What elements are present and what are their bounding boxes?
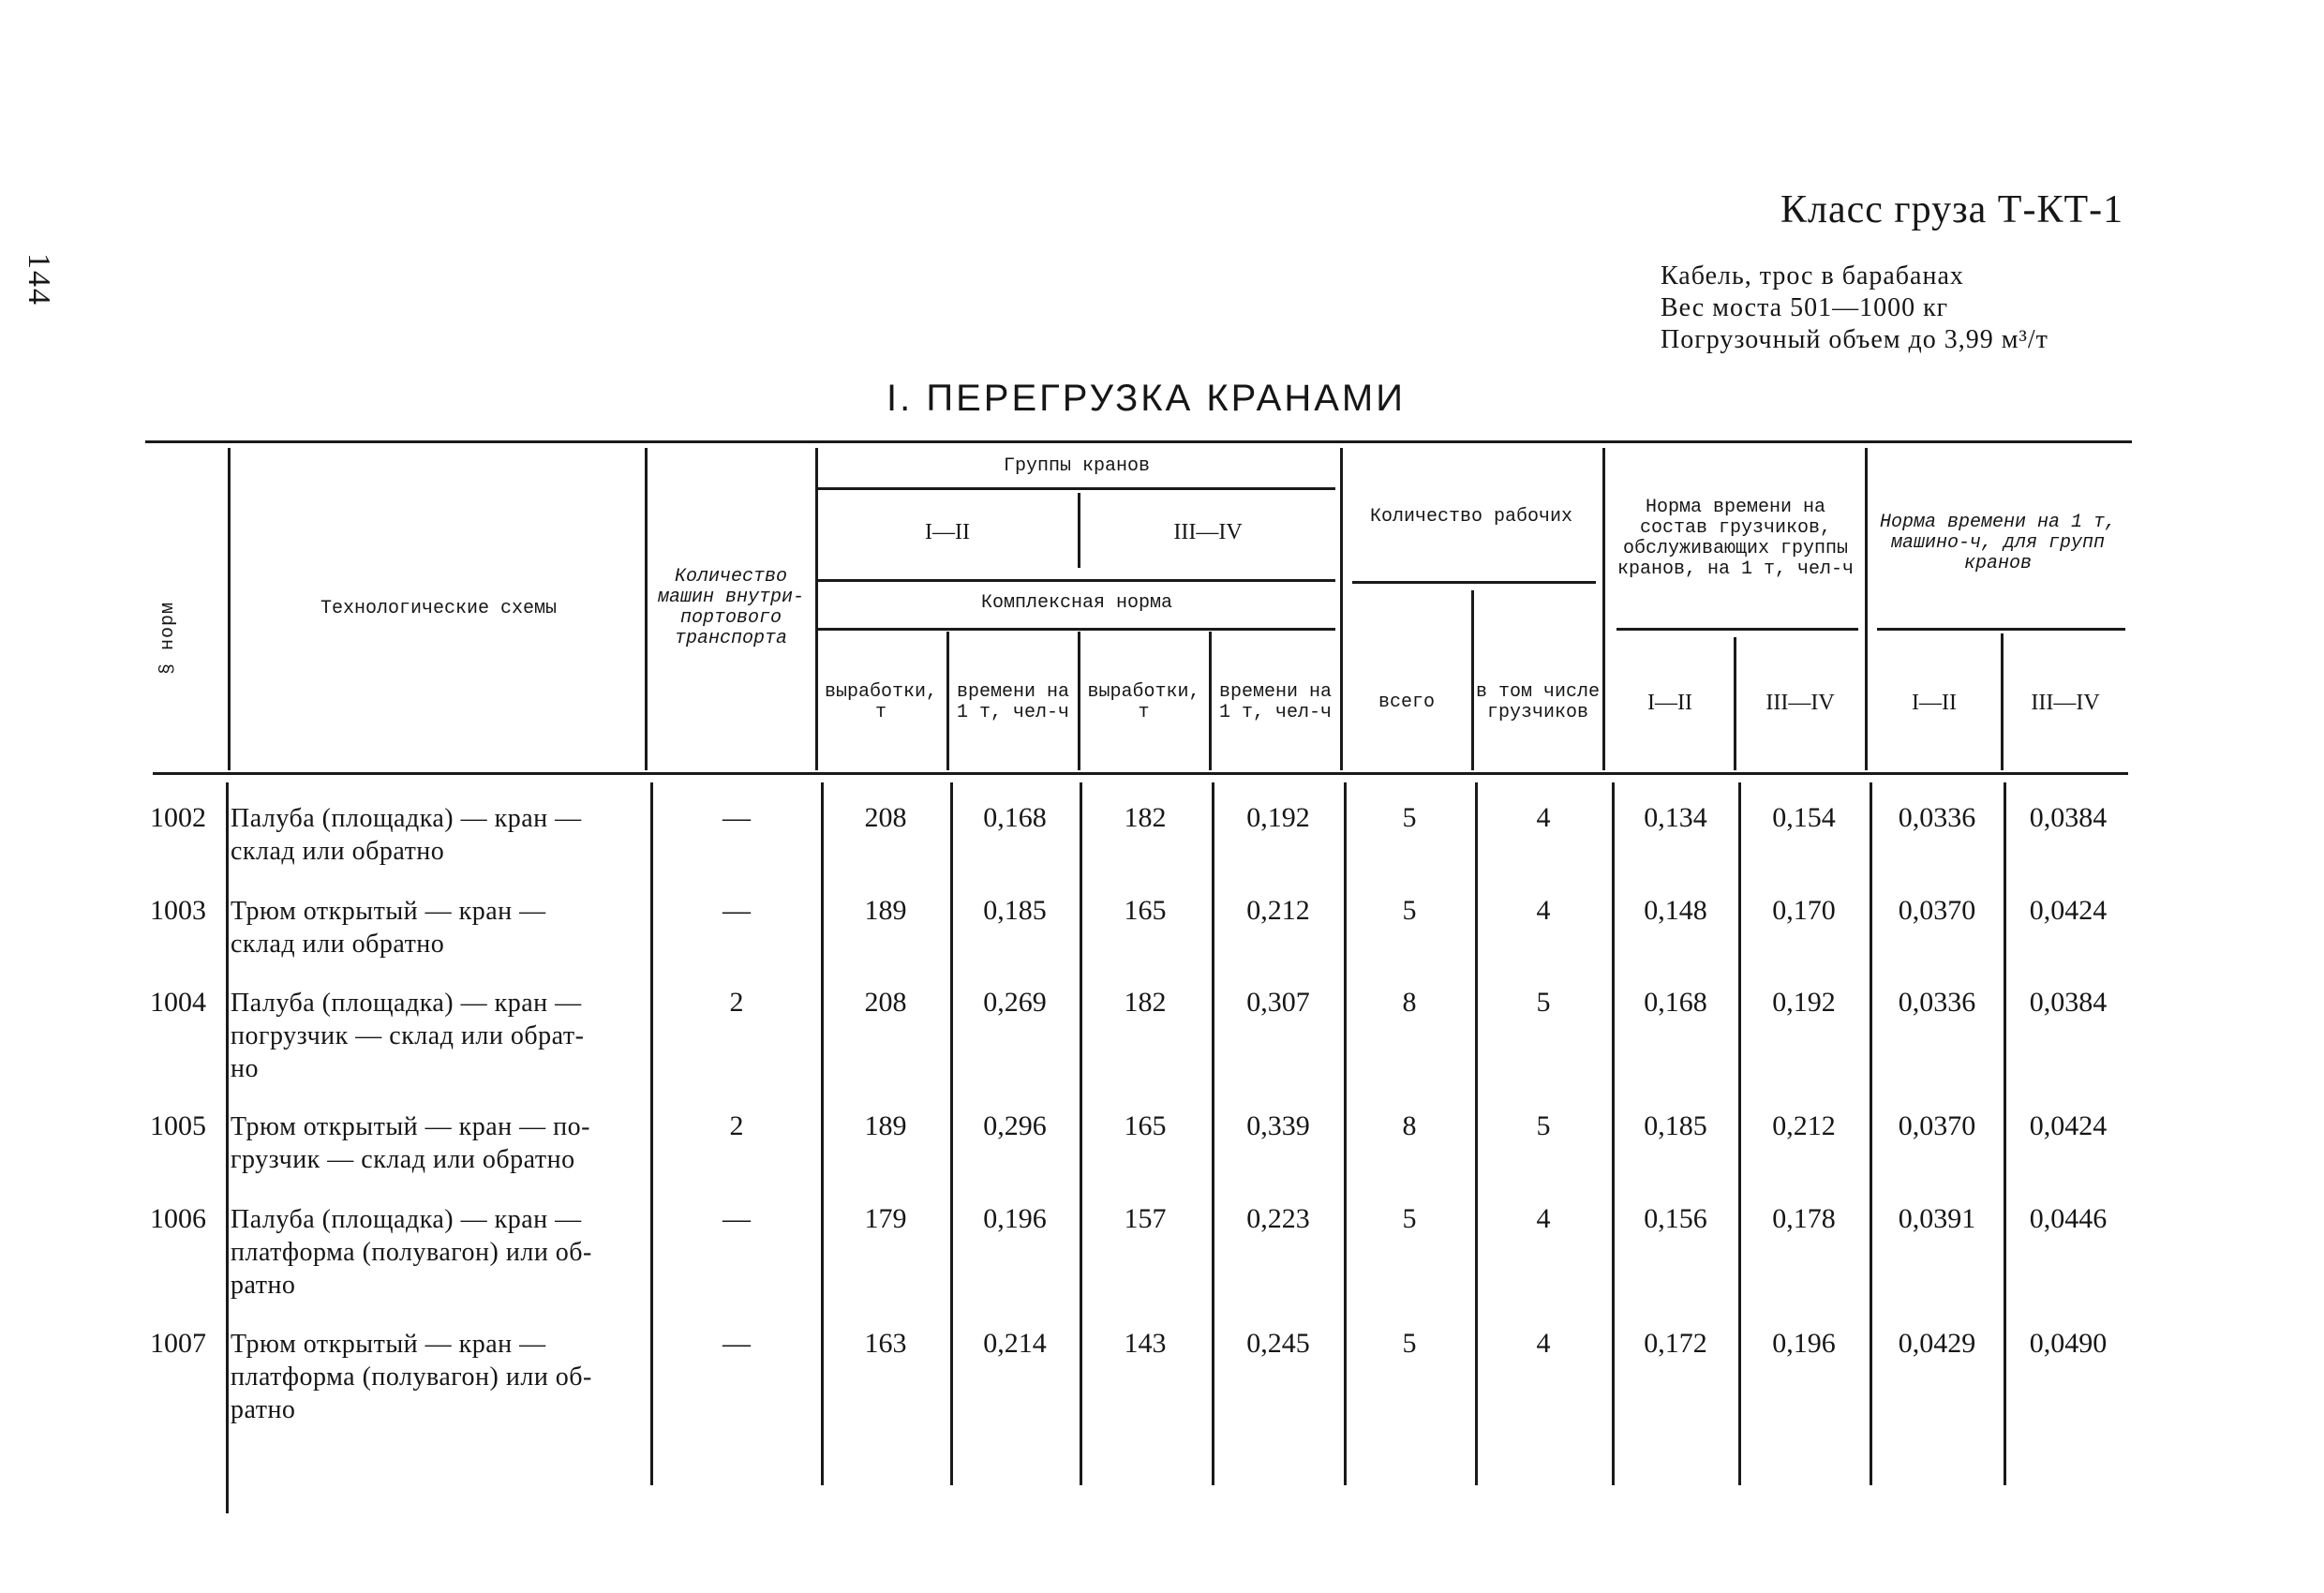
time-iii-iv-cell: 0,192 [1246,802,1310,833]
tech-scheme-line: ратно [231,1271,296,1300]
header-norm-number: § норм [157,601,179,675]
table-column-rule [1734,637,1736,770]
header-complex-norm: Комплексная норма [980,592,1173,614]
header-tech-schemes: Технологические схемы [320,598,558,619]
tech-scheme-line: Палуба (площадка) — кран — [231,989,582,1018]
header-machine-i-ii: I—II [1912,691,1957,715]
machines-cell: — [723,1328,751,1359]
table-rule [1877,628,2125,631]
header-workers-total: всего [1378,692,1435,713]
table-column-rule [1738,782,1741,1485]
machine-time-iii-iv-cell: 0,0490 [2029,1328,2108,1359]
machine-time-iii-iv-cell: 0,0384 [2029,987,2108,1018]
loaders-time-i-ii-cell: 0,185 [1644,1110,1707,1141]
header-machine-iii-iv: III—IV [2031,691,2100,715]
machine-time-iii-iv-cell: 0,0424 [2029,895,2108,926]
cargo-details [1661,261,2048,356]
tech-scheme-line: Палуба (площадка) — кран — [231,1205,582,1234]
cargo-detail-line: Погрузочный объем до 3,99 м³/т [1661,325,2048,354]
table-column-rule [946,632,949,770]
output-i-ii-cell: 208 [864,987,907,1018]
table-top-rule [145,440,2132,443]
tech-scheme-line: ратно [231,1395,296,1424]
header-norm-time-loaders: Норма времени на состав грузчиков, обслуживающих группы кранов, на 1 т, чел-ч [1616,497,1855,580]
time-i-ii-cell: 0,269 [983,987,1047,1018]
table-column-rule [1340,448,1343,770]
norm-number-cell: 1004 [150,987,206,1018]
machine-time-iii-iv-cell: 0,0446 [2029,1203,2108,1234]
output-iii-iv-cell: 165 [1124,895,1167,926]
tech-scheme-line: склад или обратно [231,837,445,866]
tech-scheme-line: Трюм открытый — кран — по- [231,1112,590,1141]
table-column-rule [1080,782,1082,1485]
loaders-count-cell: 5 [1536,1110,1551,1141]
tech-scheme-line: Палуба (площадка) — кран — [231,804,582,833]
time-iii-iv-cell: 0,339 [1246,1110,1310,1141]
workers-total-cell: 8 [1402,987,1417,1018]
table-column-rule [1475,782,1478,1485]
loaders-count-cell: 4 [1536,1328,1551,1359]
tech-scheme-line: платформа (полувагон) или об- [231,1238,592,1267]
output-iii-iv-cell: 165 [1124,1110,1167,1141]
loaders-time-iii-iv-cell: 0,196 [1772,1328,1836,1359]
workers-total-cell: 5 [1402,895,1417,926]
header-loaders-iii-iv: III—IV [1765,691,1835,715]
machines-cell: 2 [729,987,744,1018]
output-i-ii-cell: 208 [864,802,907,833]
machine-time-i-ii-cell: 0,0336 [1898,802,1976,833]
loaders-time-iii-iv-cell: 0,178 [1772,1203,1836,1234]
machine-time-i-ii-cell: 0,0370 [1898,895,1976,926]
output-iii-iv-cell: 157 [1124,1203,1167,1234]
loaders-time-iii-iv-cell: 0,154 [1772,802,1836,833]
time-i-ii-cell: 0,214 [983,1328,1047,1359]
tech-scheme-line: платформа (полувагон) или об- [231,1362,592,1392]
table-rule [818,628,1335,631]
table-column-rule [650,782,653,1485]
tech-scheme-cell [231,802,648,868]
table-column-rule [1602,448,1605,770]
loaders-time-iii-iv-cell: 0,170 [1772,895,1836,926]
tech-scheme-cell [231,987,648,1085]
machines-cell: — [723,1203,751,1234]
table-column-rule [821,782,824,1485]
table-column-rule [2004,782,2006,1485]
machine-time-i-ii-cell: 0,0370 [1898,1110,1976,1141]
time-i-ii-cell: 0,296 [983,1110,1047,1141]
table-rule [1616,628,1858,631]
tech-scheme-cell [231,1328,648,1426]
workers-total-cell: 8 [1402,1110,1417,1141]
table-column-rule [1209,632,1212,770]
output-iii-iv-cell: 182 [1124,987,1167,1018]
time-iii-iv-cell: 0,245 [1246,1328,1310,1359]
machines-cell: 2 [729,1110,744,1141]
tech-scheme-line: Трюм открытый — кран — [231,897,546,926]
table-column-rule [1612,782,1615,1485]
loaders-count-cell: 4 [1536,895,1551,926]
loaders-time-iii-iv-cell: 0,192 [1772,987,1836,1018]
table-column-rule [2001,633,2004,770]
cargo-detail-line: Кабель, трос в барабанах [1661,261,1964,290]
loaders-time-iii-iv-cell: 0,212 [1772,1110,1836,1141]
table-column-rule [1471,590,1474,770]
loaders-time-i-ii-cell: 0,156 [1644,1203,1707,1234]
output-i-ii-cell: 189 [864,1110,907,1141]
table-column-rule [226,782,229,1513]
header-including-loaders: в том числе грузчиков [1475,681,1601,723]
loaders-count-cell: 5 [1536,987,1551,1018]
loaders-count-cell: 4 [1536,1203,1551,1234]
workers-total-cell: 5 [1402,802,1417,833]
machine-time-i-ii-cell: 0,0429 [1898,1328,1976,1359]
norm-number-cell: 1007 [150,1328,206,1359]
norm-number-cell: 1006 [150,1203,206,1234]
output-i-ii-cell: 189 [864,895,907,926]
time-iii-iv-cell: 0,307 [1246,987,1310,1018]
loaders-time-i-ii-cell: 0,168 [1644,987,1707,1018]
machines-cell: — [723,895,751,926]
header-norm-time-machine: Норма времени на 1 т, машино-ч, для групп кранов [1879,512,2117,574]
time-iii-iv-cell: 0,212 [1246,895,1310,926]
output-i-ii-cell: 163 [864,1328,907,1359]
header-output-i-ii: выработки, т [824,681,938,723]
tech-scheme-line: грузчик — склад или обратно [231,1145,575,1174]
table-header-bottom-rule [153,772,2128,775]
machine-time-iii-iv-cell: 0,0424 [2029,1110,2108,1141]
machine-time-i-ii-cell: 0,0391 [1898,1203,1976,1234]
norm-number-cell: 1002 [150,802,206,833]
table-column-rule [1865,448,1868,770]
table-column-rule [1344,782,1347,1485]
workers-total-cell: 5 [1402,1328,1417,1359]
workers-total-cell: 5 [1402,1203,1417,1234]
tech-scheme-line: склад или обратно [231,930,445,959]
time-i-ii-cell: 0,196 [983,1203,1047,1234]
table-column-rule [228,448,231,770]
time-i-ii-cell: 0,168 [983,802,1047,833]
tech-scheme-line: Трюм открытый — кран — [231,1330,546,1359]
time-iii-iv-cell: 0,223 [1246,1203,1310,1234]
machine-time-iii-iv-cell: 0,0384 [2029,802,2108,833]
header-group-iii-iv: III—IV [1173,520,1243,544]
tech-scheme-cell [231,895,648,960]
output-iii-iv-cell: 143 [1124,1328,1167,1359]
table-column-rule [645,448,648,770]
tech-scheme-line: погрузчик — склад или обрат- [231,1021,585,1050]
cargo-detail-line: Вес моста 501—1000 кг [1661,293,1949,322]
norm-number-cell: 1005 [150,1110,206,1141]
loaders-count-cell: 4 [1536,802,1551,833]
page-number: 144 [22,253,56,306]
table-rule [818,579,1335,582]
header-group-i-ii: I—II [925,520,970,544]
tech-scheme-cell [231,1110,648,1176]
table-rule [1352,581,1596,584]
loaders-time-i-ii-cell: 0,134 [1644,802,1707,833]
machines-cell: — [723,802,751,833]
time-i-ii-cell: 0,185 [983,895,1047,926]
header-time-iii-iv: времени на 1 т, чел-ч [1218,681,1333,723]
output-iii-iv-cell: 182 [1124,802,1167,833]
cargo-class-heading: Класс груза Т-КТ-1 [1780,188,2124,231]
loaders-time-i-ii-cell: 0,172 [1644,1328,1707,1359]
output-i-ii-cell: 179 [864,1203,907,1234]
norm-number-cell: 1003 [150,895,206,926]
header-output-iii-iv: выработки, т [1087,681,1200,723]
loaders-time-i-ii-cell: 0,148 [1644,895,1707,926]
table-rule [818,487,1335,490]
table-column-rule [1870,782,1872,1485]
machine-time-i-ii-cell: 0,0336 [1898,987,1976,1018]
header-loaders-i-ii: I—II [1647,691,1692,715]
tech-scheme-line: но [231,1054,259,1083]
header-time-i-ii: времени на 1 т, чел-ч [956,681,1070,723]
section-title: I. ПЕРЕГРУЗКА КРАНАМИ [886,378,1406,419]
table-column-rule [1212,782,1214,1485]
table-column-rule [950,782,953,1485]
header-crane-groups: Группы кранов [1003,455,1151,477]
header-machines-count: Количество машин внутри-портового транспорта [657,566,805,649]
header-workers-count: Количество рабочих [1369,506,1573,528]
tech-scheme-cell [231,1203,648,1302]
